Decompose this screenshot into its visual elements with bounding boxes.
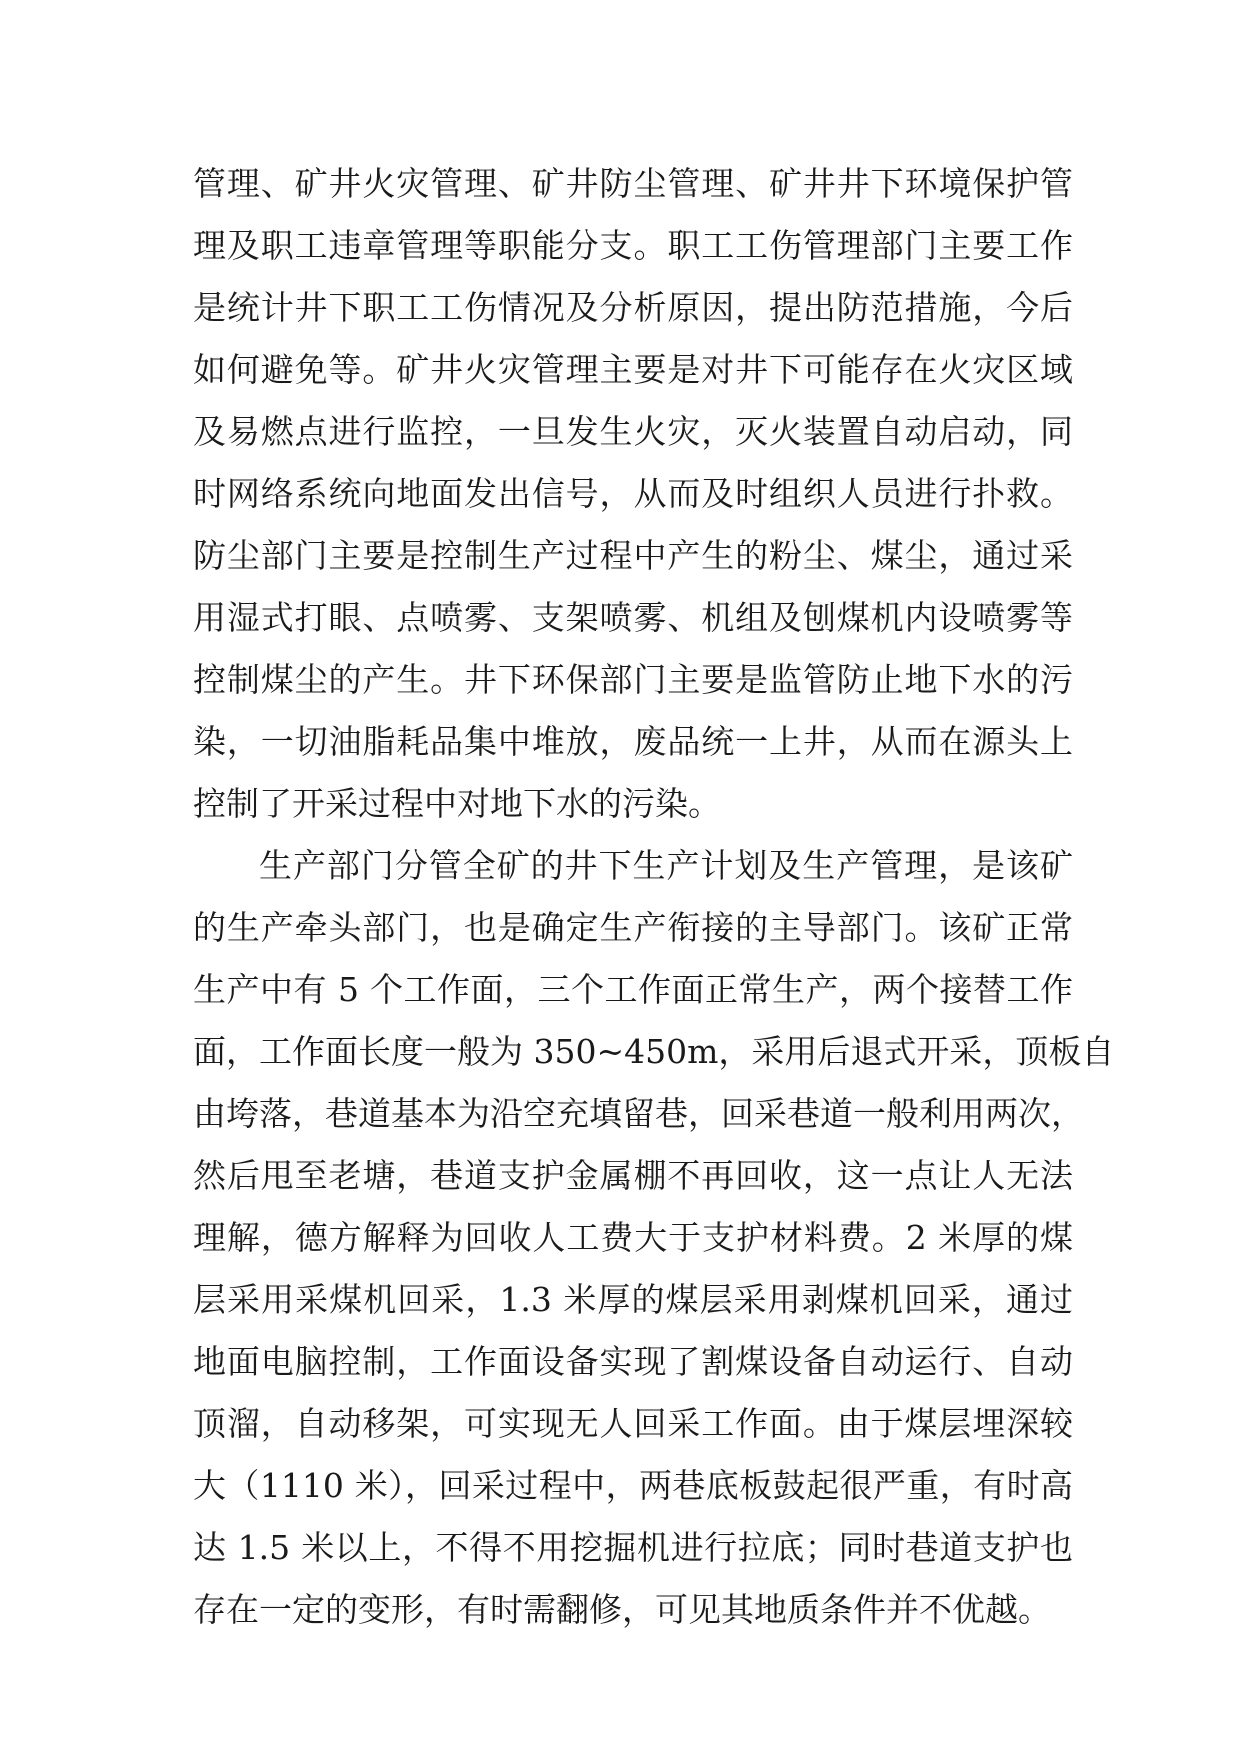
body-text — [193, 153, 1115, 1641]
text-line: 生产中有 5 个工作面，三个工作面正常生产，两个接替工作 — [193, 970, 1073, 1009]
text-line: 控制煤尘的产生。井下环保部门主要是监管防止地下水的污 — [193, 660, 1073, 699]
text-line: 及易燃点进行监控，一旦发生火灾，灭火装置自动启动，同 — [193, 412, 1073, 451]
text-line: 顶溜，自动移架，可实现无人回采工作面。由于煤层埋深较 — [193, 1404, 1073, 1443]
text-line: 用湿式打眼、点喷雾、支架喷雾、机组及刨煤机内设喷雾等 — [193, 598, 1073, 637]
text-line: 如何避免等。矿井火灾管理主要是对井下可能存在火灾区域 — [193, 350, 1073, 389]
text-line: 控制了开采过程中对地下水的污染。 — [193, 784, 721, 823]
text-line: 的生产牵头部门，也是确定生产衔接的主导部门。该矿正常 — [193, 908, 1073, 947]
text-line: 地面电脑控制，工作面设备实现了割煤设备自动运行、自动 — [193, 1342, 1073, 1381]
text-line: 染，一切油脂耗品集中堆放，废品统一上井，从而在源头上 — [193, 722, 1073, 761]
text-line: 理及职工违章管理等职能分支。职工工伤管理部门主要工作 — [193, 226, 1073, 265]
text-line: 层采用采煤机回采，1.3 米厚的煤层采用剥煤机回采，通过 — [193, 1280, 1073, 1319]
text-line: 然后甩至老塘，巷道支护金属棚不再回收，这一点让人无法 — [193, 1156, 1073, 1195]
text-line: 管理、矿井火灾管理、矿井防尘管理、矿井井下环境保护管 — [193, 164, 1073, 203]
text-line: 理解，德方解释为回收人工费大于支护材料费。2 米厚的煤 — [193, 1218, 1073, 1257]
text-line: 生产部门分管全矿的井下生产计划及生产管理，是该矿 — [259, 846, 1073, 885]
text-line: 时网络系统向地面发出信号，从而及时组织人员进行扑救。 — [193, 474, 1073, 513]
text-line: 存在一定的变形，有时需翻修，可见其地质条件并不优越。 — [193, 1590, 1051, 1629]
paragraph-1 — [193, 153, 1073, 835]
text-line: 达 1.5 米以上，不得不用挖掘机进行拉底；同时巷道支护也 — [193, 1528, 1073, 1567]
paragraph-2 — [193, 835, 1115, 1641]
text-line: 由垮落，巷道基本为沿空充填留巷，回采巷道一般利用两次， — [193, 1094, 1084, 1133]
text-line: 防尘部门主要是控制生产过程中产生的粉尘、煤尘，通过采 — [193, 536, 1073, 575]
text-line: 是统计井下职工工伤情况及分析原因，提出防范措施，今后 — [193, 288, 1073, 327]
text-line: 大（1110 米），回采过程中，两巷底板鼓起很严重，有时高 — [193, 1466, 1073, 1505]
text-line: 面，工作面长度一般为 350~450m，采用后退式开采，顶板自 — [193, 1032, 1115, 1071]
